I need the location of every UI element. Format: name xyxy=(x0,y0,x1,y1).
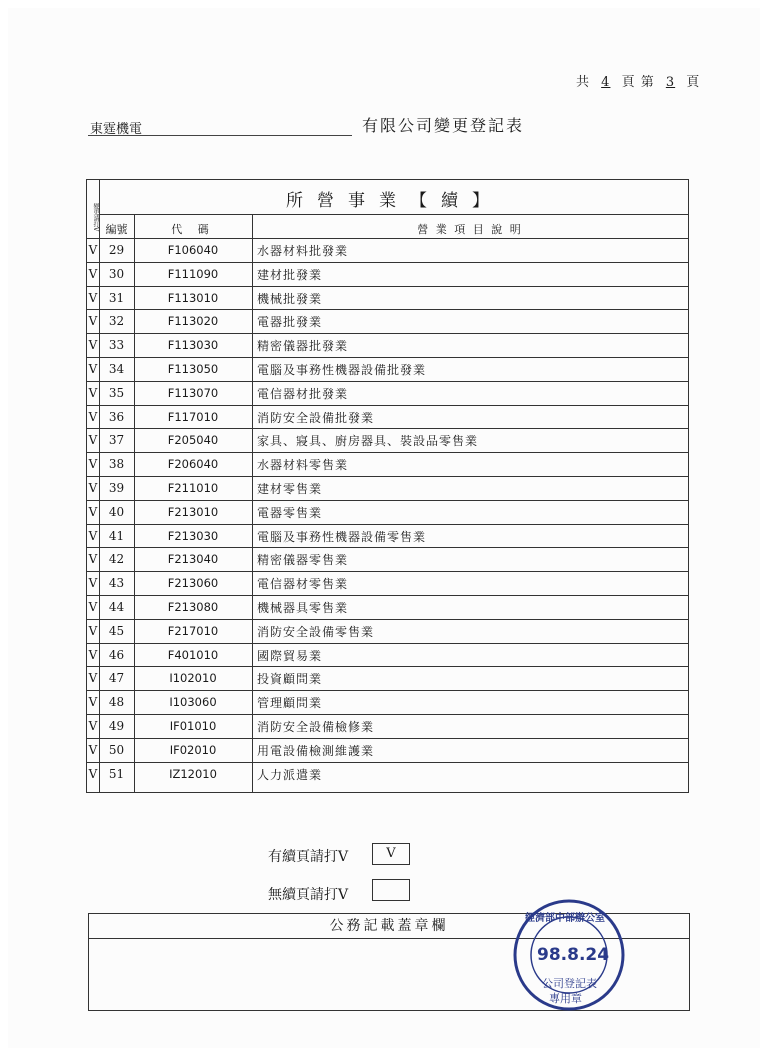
row-divider xyxy=(87,666,688,667)
item-code: IF01010 xyxy=(169,719,217,733)
item-number: 32 xyxy=(108,314,125,329)
section-title: 所營事業【續】 xyxy=(286,191,503,211)
change-mark: V xyxy=(88,290,98,305)
change-mark: V xyxy=(88,695,98,710)
item-code: I102010 xyxy=(169,671,217,686)
item-code: F206040 xyxy=(167,457,219,472)
row-divider xyxy=(87,381,688,382)
page-current: 3 xyxy=(665,75,676,90)
item-code: F113030 xyxy=(167,338,219,353)
row-divider xyxy=(87,357,688,358)
no-continuation-label: 無續頁請打V xyxy=(268,887,349,903)
item-description: 消防安全設備零售業 xyxy=(257,624,375,639)
item-number: 45 xyxy=(108,623,125,638)
item-description: 消防安全設備批發業 xyxy=(257,410,375,425)
row-divider xyxy=(87,452,688,453)
no-continuation-box[interactable] xyxy=(372,879,410,901)
table-row xyxy=(87,595,688,619)
item-description: 建材零售業 xyxy=(257,482,323,496)
change-mark: V xyxy=(88,742,98,757)
change-mark: V xyxy=(88,385,98,400)
table-row xyxy=(87,547,688,571)
change-mark: V xyxy=(88,719,98,733)
item-description: 電腦及事務性機器設備批發業 xyxy=(257,363,427,377)
item-number: 43 xyxy=(108,576,125,591)
item-description: 機械批發業 xyxy=(257,291,323,306)
item-description: 電信器材零售業 xyxy=(257,577,349,592)
change-mark: V xyxy=(88,576,98,591)
company-name-field xyxy=(88,117,352,136)
change-mark: V xyxy=(88,647,98,662)
change-mark: V xyxy=(88,766,98,781)
row-divider xyxy=(87,547,688,548)
row-divider xyxy=(87,405,688,406)
change-mark: V xyxy=(88,266,98,281)
seal-ring-text: 經濟部中部辦公室 xyxy=(525,913,605,924)
row-divider xyxy=(87,428,688,429)
item-code: F213010 xyxy=(167,504,219,519)
page-total: 4 xyxy=(601,75,611,90)
item-description: 精密儀器零售業 xyxy=(257,553,349,568)
item-description: 人力派遣業 xyxy=(257,767,323,782)
change-mark: V xyxy=(88,671,98,686)
change-mark: V xyxy=(88,409,98,424)
row-divider xyxy=(87,738,688,739)
change-mark: V xyxy=(88,314,98,329)
item-code: F213040 xyxy=(167,552,219,567)
row-divider xyxy=(87,286,688,287)
item-code: F113010 xyxy=(167,290,219,305)
table-row xyxy=(87,286,688,310)
change-mark: V xyxy=(88,552,98,567)
item-description: 電信器材批發業 xyxy=(257,386,349,401)
item-description: 機械器具零售業 xyxy=(257,601,349,615)
seal-line2: 專用章 xyxy=(549,992,582,1005)
row-divider xyxy=(87,595,688,596)
row-divider xyxy=(87,476,688,477)
item-number: 44 xyxy=(108,600,125,614)
table-row xyxy=(87,452,688,476)
table-row xyxy=(87,643,688,667)
item-code: F205040 xyxy=(167,433,219,448)
table-row xyxy=(87,238,688,262)
row-divider xyxy=(87,714,688,715)
page-indicator xyxy=(576,71,700,90)
item-number: 39 xyxy=(108,481,125,495)
business-items-table xyxy=(86,179,689,793)
change-mark: V xyxy=(88,504,98,519)
item-description: 投資顧問業 xyxy=(257,672,323,687)
item-description: 國際貿易業 xyxy=(257,648,323,663)
table-row xyxy=(87,428,688,452)
item-number: 47 xyxy=(108,671,125,686)
item-code: F213060 xyxy=(167,576,219,591)
has-continuation-label: 有續頁請打V xyxy=(268,849,349,865)
change-mark: V xyxy=(88,457,98,472)
item-number: 29 xyxy=(108,243,125,257)
item-code: F213080 xyxy=(167,600,219,614)
item-description: 建材批發業 xyxy=(257,267,323,282)
item-description: 水器材料零售業 xyxy=(257,458,349,473)
seal-date: 98.8.24 xyxy=(537,945,610,965)
table-row xyxy=(87,405,688,429)
change-mark: V xyxy=(88,623,98,638)
item-description: 水器材料批發業 xyxy=(257,244,349,258)
item-code: F113070 xyxy=(167,385,219,400)
item-number: 42 xyxy=(108,552,125,567)
row-divider xyxy=(87,262,688,263)
item-description: 電器批發業 xyxy=(257,315,323,330)
item-number: 37 xyxy=(108,433,125,448)
item-code: F106040 xyxy=(167,243,219,257)
table-row xyxy=(87,738,688,762)
item-description: 電器零售業 xyxy=(257,505,323,520)
table-row xyxy=(87,690,688,714)
table-row xyxy=(87,333,688,357)
table-row xyxy=(87,476,688,500)
item-description: 電腦及事務性機器設備零售業 xyxy=(257,529,427,544)
item-code: I103060 xyxy=(169,695,217,710)
item-number: 31 xyxy=(108,290,125,305)
item-code: F117010 xyxy=(167,409,219,424)
company-name: 東霆機電 xyxy=(90,122,143,137)
table-row xyxy=(87,714,688,738)
row-divider xyxy=(87,762,688,763)
change-mark: V xyxy=(88,362,98,376)
item-number: 35 xyxy=(108,385,125,400)
item-number: 41 xyxy=(108,528,125,543)
item-code: F401010 xyxy=(167,647,219,662)
row-divider xyxy=(87,333,688,334)
item-number: 34 xyxy=(108,362,125,376)
item-number: 46 xyxy=(108,647,125,662)
table-row xyxy=(87,262,688,286)
item-description: 用電設備檢測維護業 xyxy=(257,743,375,758)
item-code: IF02010 xyxy=(169,742,217,757)
table-row xyxy=(87,762,688,786)
item-number: 36 xyxy=(108,409,125,424)
item-number: 38 xyxy=(108,457,125,472)
page-mid: 頁 第 xyxy=(621,75,655,90)
row-divider xyxy=(87,619,688,620)
change-mark: V xyxy=(88,338,98,353)
table-row xyxy=(87,619,688,643)
col-header-desc: 營 業 項 目 說 明 xyxy=(417,223,523,236)
item-number: 40 xyxy=(108,504,125,519)
official-remarks-title: 公務記載蓋章欄 xyxy=(89,914,689,939)
item-description: 消防安全設備檢修業 xyxy=(257,720,375,734)
row-divider xyxy=(87,643,688,644)
item-number: 33 xyxy=(108,338,125,353)
col-header-code: 代 碼 xyxy=(171,223,215,236)
row-divider xyxy=(87,309,688,310)
item-code: F113020 xyxy=(167,314,219,329)
item-description: 管理顧問業 xyxy=(257,696,323,711)
table-row xyxy=(87,666,688,690)
change-mark: V xyxy=(88,433,98,448)
table-row xyxy=(87,357,688,381)
item-description: 家具、寢具、廚房器具、裝設品零售業 xyxy=(257,434,479,449)
row-divider xyxy=(87,690,688,691)
page-suffix: 頁 xyxy=(686,75,701,90)
item-number: 49 xyxy=(108,719,125,733)
has-continuation-box[interactable]: V xyxy=(372,843,410,865)
change-mark: V xyxy=(88,243,98,257)
table-row xyxy=(87,500,688,524)
change-mark: V xyxy=(88,481,98,495)
form-title: 有限公司變更登記表 xyxy=(362,116,525,135)
change-mark: V xyxy=(88,600,98,614)
item-code: F113050 xyxy=(167,362,219,376)
item-number: 30 xyxy=(108,266,125,281)
page-prefix: 共 xyxy=(576,75,591,90)
header-divider xyxy=(99,214,688,215)
change-mark-header: 變更請打V xyxy=(92,202,99,232)
item-code: IZ12010 xyxy=(169,766,217,781)
row-divider xyxy=(87,500,688,501)
item-code: F217010 xyxy=(167,623,219,638)
item-code: F213030 xyxy=(167,528,219,543)
item-number: 50 xyxy=(108,742,125,757)
col-header-no: 編號 xyxy=(105,223,128,236)
seal-line1: 公司登記表 xyxy=(542,977,597,990)
item-code: F211010 xyxy=(167,481,219,495)
table-row xyxy=(87,381,688,405)
item-number: 51 xyxy=(108,766,125,781)
change-mark: V xyxy=(88,528,98,543)
row-divider xyxy=(87,524,688,525)
table-row xyxy=(87,309,688,333)
table-row xyxy=(87,571,688,595)
item-number: 48 xyxy=(108,695,125,710)
item-code: F111090 xyxy=(167,266,219,281)
item-description: 精密儀器批發業 xyxy=(257,339,349,354)
row-divider xyxy=(87,571,688,572)
table-row xyxy=(87,524,688,548)
